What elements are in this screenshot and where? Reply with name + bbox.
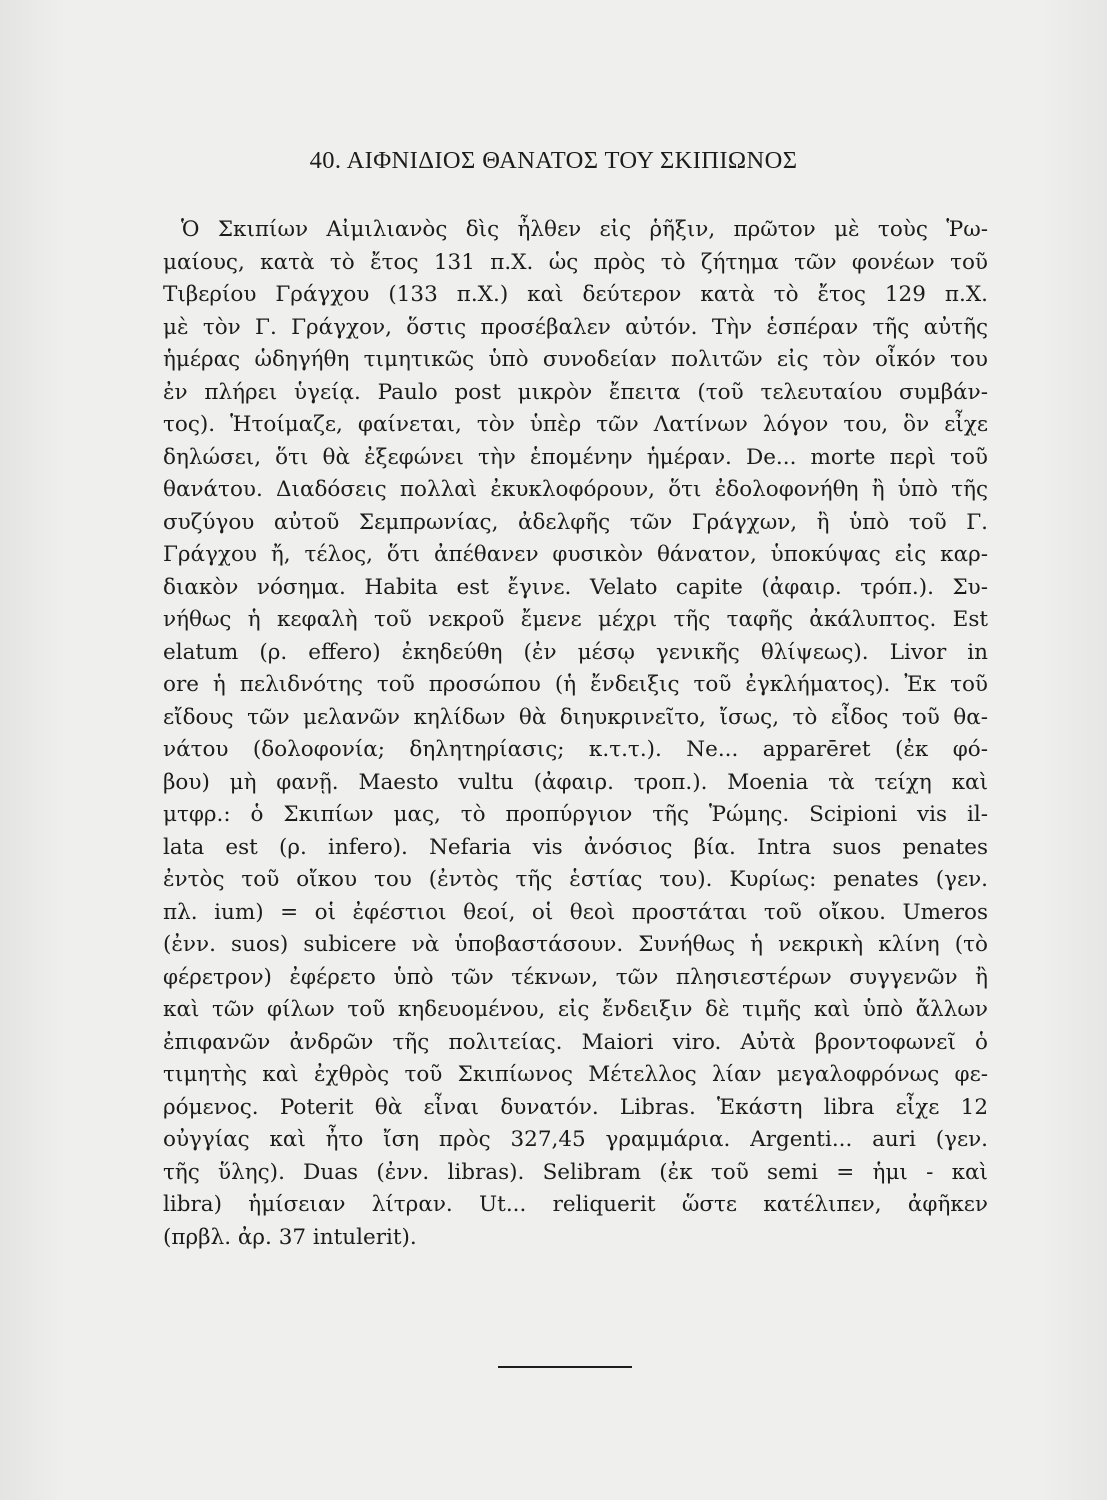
text-line: θανάτου. Διαδόσεις πολλαὶ ἐκυκλοφόρουν, ὅτι ἐδολοφονήθη ἢ ὑπὸ τῆς xyxy=(163,477,988,502)
text-line: lata est (ρ. infero). Nefaria vis ἀνόσιος βία. Intra suos penates xyxy=(163,834,988,860)
text-line: ἐντὸς τοῦ οἴκου του (ἐντὸς τῆς ἑστίας του). Κυρίως: penates (γεν. xyxy=(163,867,988,892)
text-line: οὐγγίας καὶ ἦτο ἴση πρὸς 327,45 γραμμάρια. Argenti... auri (γεν. xyxy=(163,1127,988,1152)
text-line: ore ἡ πελιδνότης τοῦ προσώπου (ἡ ἔνδειξις τοῦ ἐγκλήματος). Ἐκ τοῦ xyxy=(163,672,988,697)
text-line: τος). Ἡτοίμαζε, φαίνεται, τὸν ὑπὲρ τῶν Λατίνων λόγον του, ὃν εἶχε xyxy=(163,412,988,437)
text-line: καὶ τῶν φίλων τοῦ κηδευομένου, εἰς ἔνδειξιν δὲ τιμῆς καὶ ὑπὸ ἄλλων xyxy=(163,997,988,1022)
text-line: συζύγου αὐτοῦ Σεμπρωνίας, ἀδελφῆς τῶν Γράγχων, ἢ ὑπὸ τοῦ Γ. xyxy=(163,509,988,535)
text-line: πλ. ium) = οἱ ἐφέστιοι θεοί, οἱ θεοὶ προστάται τοῦ οἴκου. Umeros xyxy=(163,899,988,925)
text-line: βου) μὴ φανῇ. Maesto vultu (ἀφαιρ. τροπ.). Moenia τὰ τείχη καὶ xyxy=(163,769,988,795)
text-line: φέρετρον) ἐφέρετο ὑπὸ τῶν τέκνων, τῶν πλησιεστέρων συγγενῶν ἢ xyxy=(163,964,988,990)
text-line: δηλώσει, ὅτι θὰ ἐξεφώνει τὴν ἑπομένην ἡμέραν. De... morte περὶ τοῦ xyxy=(163,444,988,470)
text-line: τιμητὴς καὶ ἐχθρὸς τοῦ Σκιπίωνος Μέτελλος λίαν μεγαλοφρόνως φε- xyxy=(163,1062,988,1087)
text-line: (ἐνν. suos) subicere νὰ ὑποβαστάσουν. Συνήθως ἡ νεκρικὴ κλίνη (τὸ xyxy=(163,932,988,957)
text-line: Γράγχου ἤ, τέλος, ὅτι ἀπέθανεν φυσικὸν θάνατον, ὑποκύψας εἰς καρ- xyxy=(163,542,988,567)
text-line: μαίους, κατὰ τὸ ἔτος 131 π.Χ. ὡς πρὸς τὸ ζήτημα τῶν φονέων τοῦ xyxy=(163,249,988,275)
text-line: διακὸν νόσημα. Habita est ἔγινε. Velato capite (ἀφαιρ. τρόπ.). Συ- xyxy=(163,574,988,600)
text-line: libra) ἡμίσειαν λίτραν. Ut... reliquerit ὥστε κατέλιπεν, ἀφῆκεν xyxy=(163,1192,988,1217)
text-line: ἐπιφανῶν ἀνδρῶν τῆς πολιτείας. Maiori viro. Αὐτὰ βροντοφωνεῖ ὁ xyxy=(163,1029,988,1055)
text-line: ἡμέρας ὡδηγήθη τιμητικῶς ὑπὸ συνοδείαν πολιτῶν εἰς τὸν οἶκόν του xyxy=(163,347,988,372)
text-line: τῆς ὕλης). Duas (ἐνν. libras). Selibram (ἐκ τοῦ semi = ἡμι - καὶ xyxy=(163,1159,988,1185)
text-line: νάτου (δολοφονία; δηλητηρίασις; κ.τ.τ.). Ne... apparēret (ἐκ φό- xyxy=(163,737,988,762)
end-divider xyxy=(498,1366,632,1368)
text-line: μὲ τὸν Γ. Γράγχον, ὅστις προσέβαλεν αὐτόν. Τὴν ἑσπέραν τῆς αὐτῆς xyxy=(163,314,988,340)
text-line: Τιβερίου Γράγχου (133 π.Χ.) καὶ δεύτερον κατὰ τὸ ἔτος 129 π.Χ. xyxy=(163,282,988,307)
text-line: Ὁ Σκιπίων Αἰμιλιανὸς δὶς ἦλθεν εἰς ῥῆξιν, πρῶτον μὲ τοὺς Ῥω- xyxy=(181,217,988,242)
text-line: (πρβλ. ἀρ. 37 intulerit). xyxy=(163,1224,417,1250)
text-line: νήθως ἡ κεφαλὴ τοῦ νεκροῦ ἔμενε μέχρι τῆς ταφῆς ἀκάλυπτος. Est xyxy=(163,607,988,632)
text-line: elatum (ρ. effero) ἐκηδεύθη (ἐν μέσῳ γενικῆς θλίψεως). Livor in xyxy=(163,639,988,665)
text-line: μτφρ.: ὁ Σκιπίων μας, τὸ προπύργιον τῆς Ῥώμης. Scipioni vis il- xyxy=(163,802,988,827)
text-line: ἐν πλήρει ὑγείᾳ. Paulo post μικρὸν ἔπειτα (τοῦ τελευταίου συμβάν- xyxy=(163,379,988,405)
text-line: ρόμενος. Poterit θὰ εἶναι δυνατόν. Libras. Ἑκάστη libra εἶχε 12 xyxy=(163,1094,988,1120)
text-line: εἴδους τῶν μελανῶν κηλίδων θὰ διηυκρινεῖτο, ἴσως, τὸ εἶδος τοῦ θα- xyxy=(163,704,988,730)
chapter-title: 40. ΑΙΦΝΙΔΙΟΣ ΘΑΝΑΤΟΣ ΤΟΥ ΣΚΙΠΙΩΝΟΣ xyxy=(309,147,798,174)
commentary-text xyxy=(163,214,988,1254)
